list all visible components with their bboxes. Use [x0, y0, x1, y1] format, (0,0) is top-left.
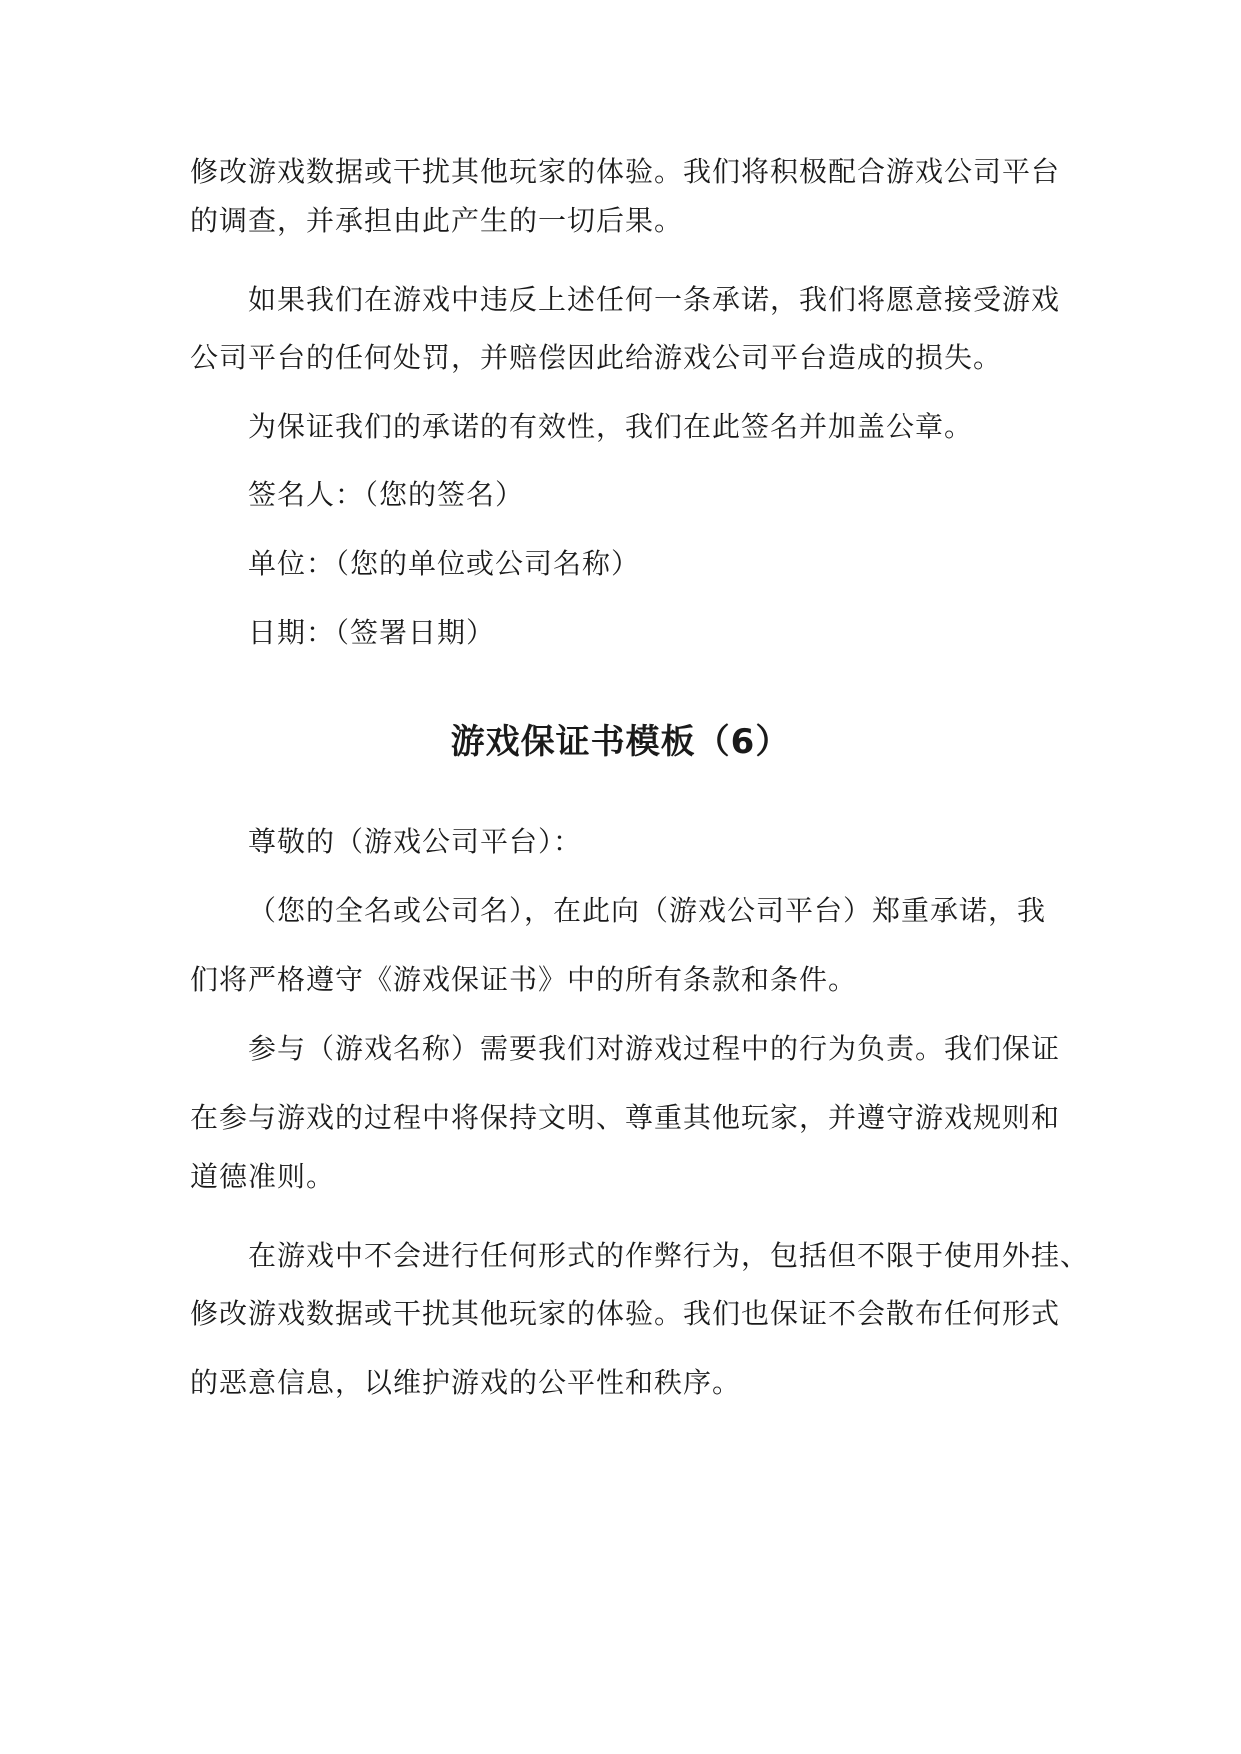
organization-line: 单位：（您的单位或公司名称）	[248, 547, 641, 580]
paragraph-line: （您的全名或公司名），在此向（游戏公司平台）郑重承诺，我	[248, 894, 1047, 927]
salutation-line: 尊敬的（游戏公司平台）：	[248, 825, 583, 858]
paragraph-line: 公司平台的任何处罚，并赔偿因此给游戏公司平台造成的损失。	[190, 341, 1003, 374]
paragraph-line: 修改游戏数据或干扰其他玩家的体验。我们也保证不会散布任何形式	[190, 1297, 1061, 1330]
paragraph-line: 修改游戏数据或干扰其他玩家的体验。我们将积极配合游戏公司平台	[190, 155, 1061, 188]
paragraph-line: 的恶意信息，以维护游戏的公平性和秩序。	[190, 1366, 742, 1399]
section-title: 游戏保证书模板（6）	[450, 722, 791, 762]
date-line: 日期：（签署日期）	[248, 616, 496, 649]
paragraph-line: 的调查，并承担由此产生的一切后果。	[190, 204, 684, 237]
paragraph-line: 如果我们在游戏中违反上述任何一条承诺，我们将愿意接受游戏	[248, 283, 1061, 316]
paragraph-line: 们将严格遵守《游戏保证书》中的所有条款和条件。	[190, 963, 858, 996]
signatory-line: 签名人：（您的签名）	[248, 478, 525, 511]
paragraph-line: 道德准则。	[190, 1160, 336, 1193]
paragraph-line: 在游戏中不会进行任何形式的作弊行为，包括但不限于使用外挂、	[248, 1239, 1090, 1272]
paragraph-line: 为保证我们的承诺的有效性，我们在此签名并加盖公章。	[248, 410, 974, 443]
paragraph-line: 在参与游戏的过程中将保持文明、尊重其他玩家，并遵守游戏规则和	[190, 1101, 1061, 1134]
paragraph-line: 参与（游戏名称）需要我们对游戏过程中的行为负责。我们保证	[248, 1032, 1061, 1065]
